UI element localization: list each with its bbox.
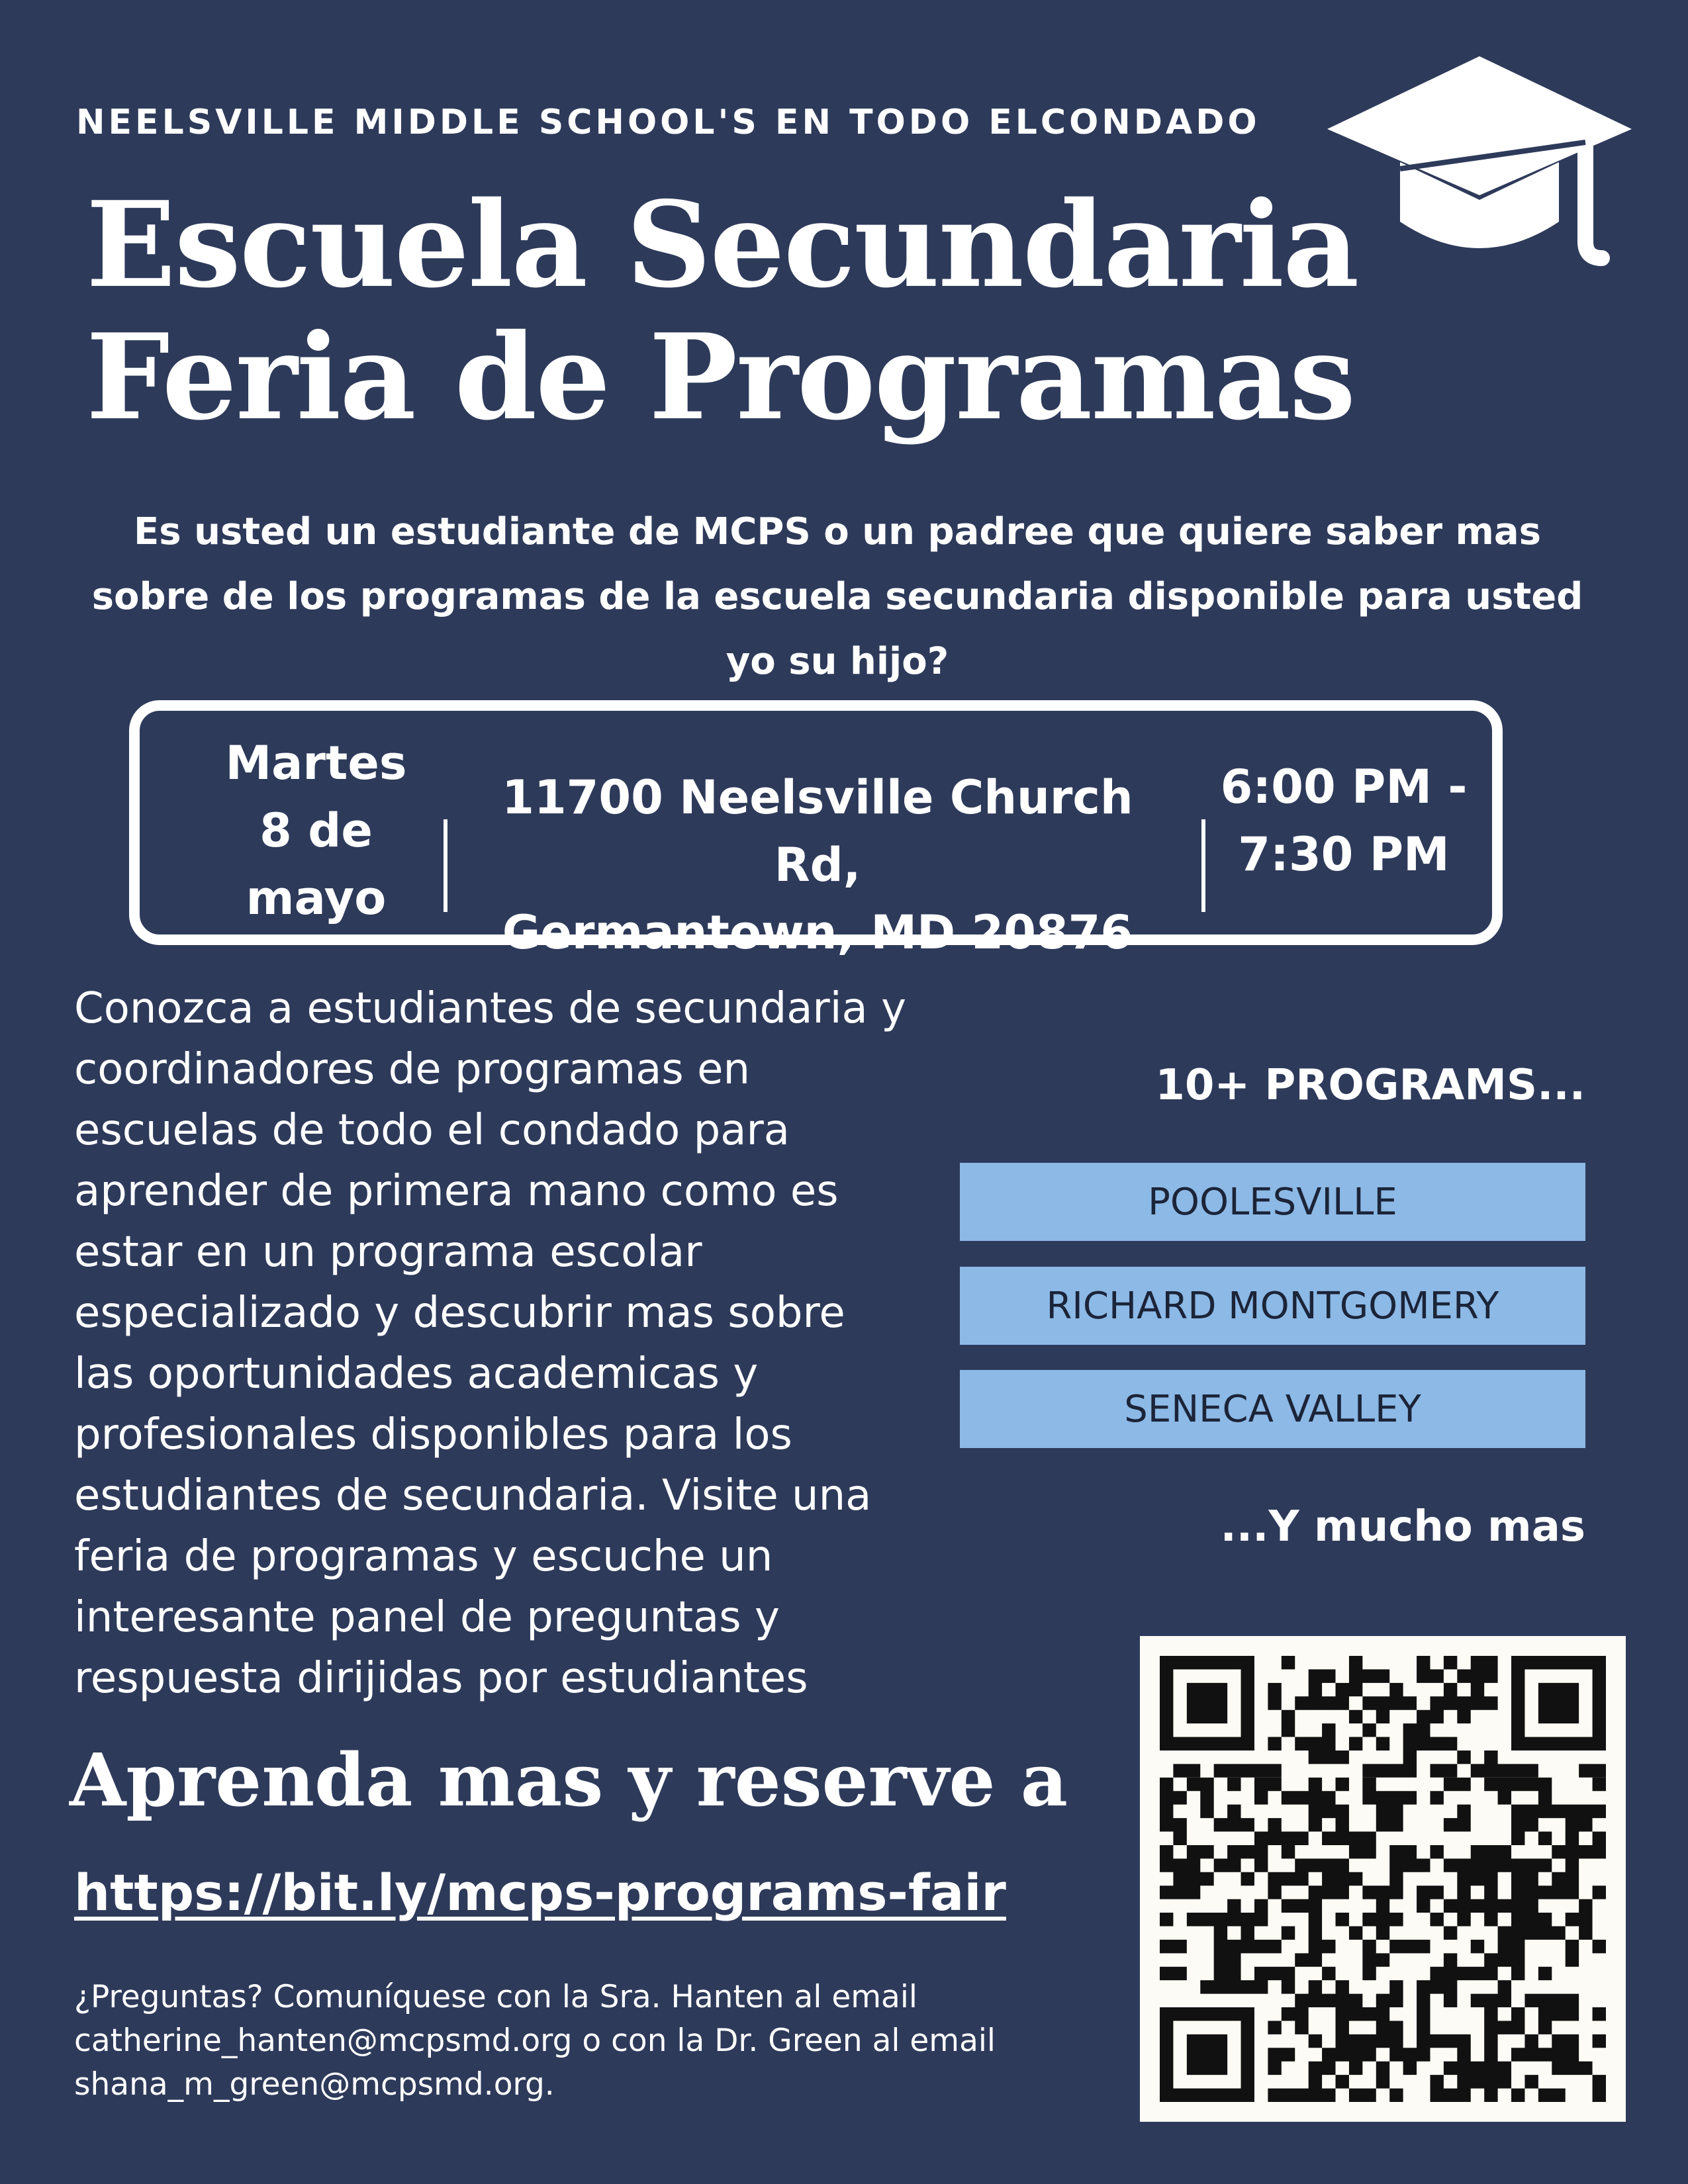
description-line: coordinadores de programas en [74, 1045, 750, 1094]
intro-question [66, 500, 1609, 694]
contact-line-2: catherine_hanten@mcpsmd.org o con la Dr. Green al email [74, 2023, 996, 2059]
event-description [74, 978, 948, 1709]
intro-line-3: yo su hijo? [726, 640, 949, 683]
time-line-1: 6:00 PM - [1220, 760, 1468, 814]
contact-info [74, 1976, 1133, 2107]
program-item-seneca-valley: SENECA VALLEY [960, 1370, 1585, 1448]
description-line: las oportunidades academicas y [74, 1349, 759, 1398]
qr-code-graphic [1140, 1636, 1626, 2122]
program-item-poolesville: POOLESVILLE [960, 1163, 1585, 1241]
description-line: aprender de primera mano como es [74, 1167, 839, 1216]
qr-code[interactable] [1140, 1636, 1626, 2122]
intro-line-2: sobre de los programas de la escuela secundaria disponible para usted [91, 575, 1583, 618]
event-kicker: NEELSVILLE MIDDLE SCHOOL'S EN TODO ELCONDADO [76, 103, 1260, 142]
date-line-3: mayo [246, 871, 387, 925]
registration-link[interactable]: https://bit.ly/mcps-programs-fair [74, 1863, 1006, 1922]
contact-line-3: shana_m_green@mcpsmd.org. [74, 2066, 555, 2103]
time-line-2: 7:30 PM [1238, 827, 1450, 882]
description-line: profesionales disponibles para los [74, 1410, 792, 1459]
event-time [1211, 753, 1476, 888]
contact-line-1: ¿Preguntas? Comuníquese con la Sra. Hanten al email [74, 1979, 917, 2015]
qr-finder-inner [1538, 1683, 1579, 1723]
date-line-1: Martes [225, 736, 407, 790]
event-address [457, 764, 1178, 966]
description-line: feria de programas y escuche un [74, 1532, 773, 1581]
intro-line-1: Es usted un estudiante de MCPS o un padree que quiere saber mas [134, 510, 1541, 553]
description-line: interesante panel de preguntas y [74, 1593, 780, 1642]
description-line: Conozca a estudiantes de secundaria y [74, 984, 906, 1033]
page-title [86, 175, 1410, 446]
qr-finder-inner [1187, 2034, 1227, 2075]
description-line: especializado y descubrir mas sobre [74, 1289, 845, 1338]
title-line-2: Feria de Programas [86, 308, 1355, 446]
address-line-2: Germantown, MD 20876 [502, 905, 1133, 960]
title-line-1: Escuela Secundaria [86, 175, 1358, 314]
divider [1201, 819, 1205, 912]
event-date [195, 729, 437, 932]
description-line: estar en un programa escolar [74, 1228, 702, 1277]
description-line: escuelas de todo el condado para [74, 1106, 790, 1155]
cta-heading: Aprenda mas y reserve a [70, 1737, 1068, 1823]
programs-heading: 10+ PROGRAMS... [1155, 1061, 1585, 1110]
qr-finder-inner [1187, 1683, 1227, 1723]
date-line-2: 8 de [259, 803, 373, 858]
description-line: respuesta dirijidas por estudiantes [74, 1654, 808, 1703]
address-line-1: 11700 Neelsville Church Rd, [502, 770, 1133, 892]
program-item-richard-montgomery: RICHARD MONTGOMERY [960, 1267, 1585, 1345]
programs-more: ...Y mucho mas [1220, 1502, 1585, 1551]
divider [444, 819, 447, 912]
description-line: estudiantes de secundaria. Visite una [74, 1471, 872, 1520]
